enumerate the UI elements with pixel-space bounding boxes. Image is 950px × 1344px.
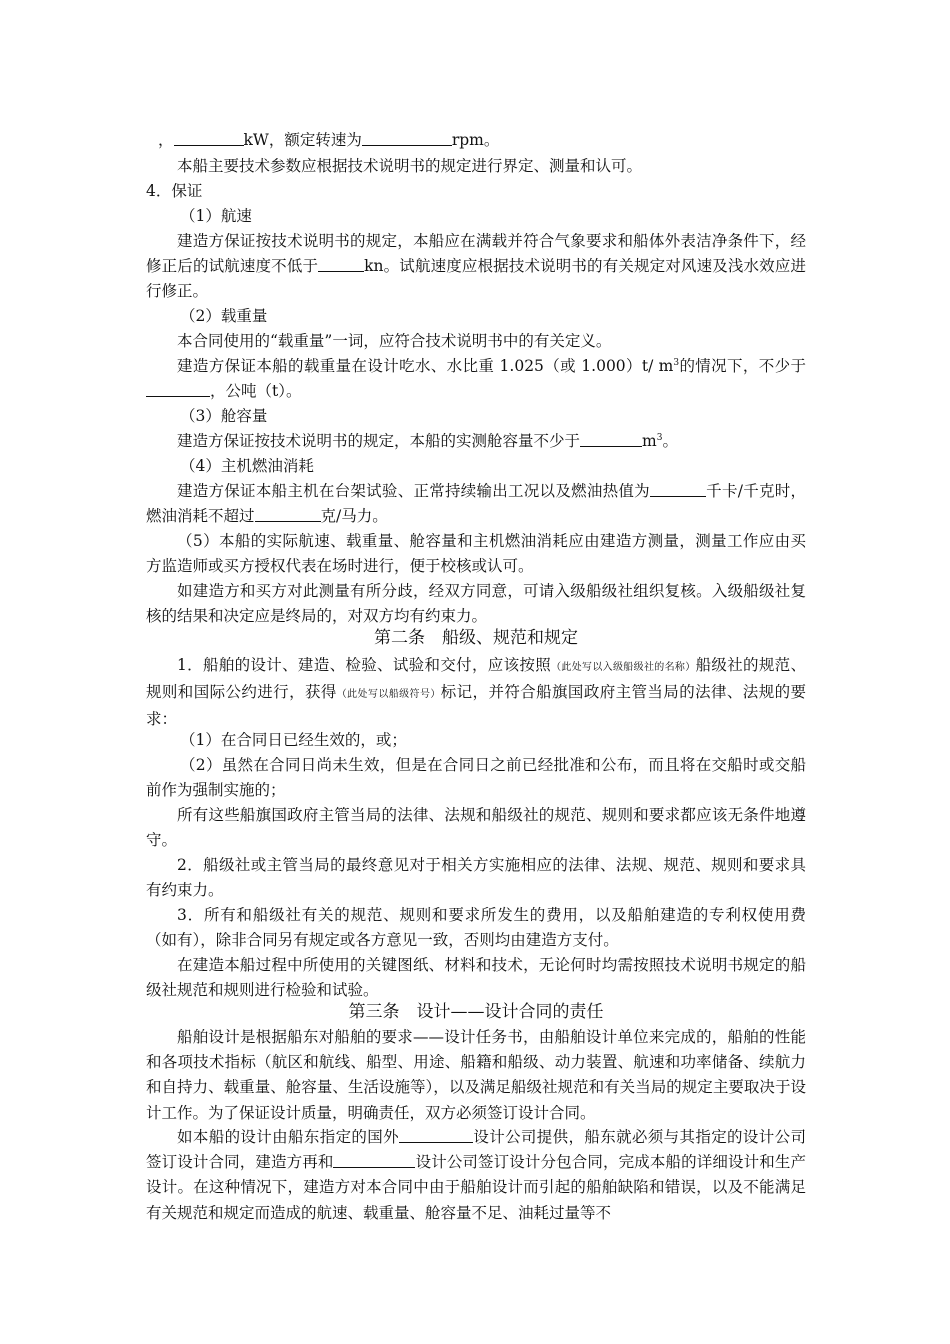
capacity-blank — [580, 432, 642, 447]
speed-subheading: （1）航速 — [180, 207, 252, 225]
design-contract-paragraph: 如本船的设计由船东指定的国外 设计公司提供，船东就必须与其指定的设计公司签订设计合同，建造方再和 设计公司签订设计分包合同，完成本船的详细设计和生产设计。在这种情况下，建造方对本合同中由于船舶设计而引起的船舶缺陷和错误，以及不能满足有关规范和规定而造成的航速、载重量、舱容量不足、油耗过量等不 — [146, 1128, 806, 1222]
fuel-paragraph: 建造方保证本船主机在台架试验、正常持续输出工况以及燃油热值为 千卡/千克时，燃油消耗不超过 克/马力。 — [146, 482, 806, 526]
deadweight-definition: 本合同使用的“载重量”一词，应符合技术说明书中的有关定义。 — [177, 332, 612, 350]
engine-power-line: ， kW，额定转速为 rpm。 — [158, 131, 500, 149]
measurement-paragraph: （5）本船的实际航速、载重量、舱容量和主机燃油消耗应由建造方测量，测量工作应由买方监造师或买方授权代表在场时进行，便于校核或认可。 — [146, 532, 806, 576]
not-yet-in-force-item: （2）虽然在合同日尚未生效，但是在合同日之前已经批准和公布，而且将在交船时或交船前作为强制实施的； — [146, 756, 806, 800]
speed-blank — [318, 257, 364, 272]
subcontract-design-company-blank — [333, 1153, 415, 1168]
heat-value-blank — [650, 482, 706, 497]
dispute-paragraph: 如建造方和买方对此测量有所分歧，经双方同意，可请入级船级社组织复核。入级船级社复核的结果和决定应是终局的，对双方均有约束力。 — [146, 582, 806, 626]
fees-paragraph: 3．所有和船级社有关的规范、规则和要求所发生的费用，以及船舶建造的专利权使用费（如有），除非合同另有规定或各方意见一致，否则均由建造方支付。 — [146, 906, 806, 950]
class-rules-paragraph: 1．船舶的设计、建造、检验、试验和交付，应该按照（此处写以入级船级社的名称）船级社的规范、规则和国际公约进行，获得（此处写以船级符号）标记，并符合船旗国政府主管当局的法律、法规的要求： — [146, 656, 806, 729]
design-paragraph: 船舶设计是根据船东对船舶的要求——设计任务书，由船舶设计单位来完成的，船舶的性能和各项技术指标（航区和航线、船型、用途、船籍和船级、动力装置、航速和功率储备、续航力和自持力、载重量、舱容量、生活设施等），以及满足船级社规范和有关当局的规定主要取决于设计工作。为了保证设计质量，明确责任，双方必须签订设计合同。 — [146, 1028, 806, 1122]
fuel-consumption-blank — [255, 507, 321, 522]
deadweight-paragraph: 建造方保证本船的载重量在设计吃水、水比重 1.025（或 1.000）t/ $m^3$的情况下，不少于，公吨（t）。 — [146, 354, 806, 404]
foreign-design-company-blank — [399, 1128, 473, 1143]
capacity-subheading: （3）舱容量 — [180, 407, 268, 425]
article-2-heading: 第二条 船级、规范和规定 — [374, 628, 578, 648]
deadweight-subheading: （2）载重量 — [180, 307, 268, 325]
rpm-blank — [362, 131, 452, 146]
capacity-paragraph: 建造方保证按技术说明书的规定，本船的实测舱容量不少于 $m^3$。 — [177, 432, 678, 450]
inspection-paragraph: 在建造本船过程中所使用的关键图纸、材料和技术，无论何时均需按照技术说明书规定的船级社规范和规则进行检验和试验。 — [146, 956, 806, 1000]
tech-params-paragraph: 本船主要技术参数应根据技术说明书的规定进行界定、测量和认可。 — [177, 157, 643, 175]
fuel-subheading: （4）主机燃油消耗 — [180, 457, 314, 475]
article-3-heading: 第三条 设计——设计合同的责任 — [348, 1002, 604, 1022]
speed-paragraph: 建造方保证按技术说明书的规定，本船应在满载并符合气象要求和船体外表洁净条件下，经修正后的试航速度不低于 kn。试航速度应根据技术说明书的有关规定对风速及浅水效应进行修正。 — [146, 232, 806, 301]
in-force-item: （1）在合同日已经生效的，或； — [180, 731, 407, 749]
power-blank — [174, 131, 244, 146]
binding-opinion-paragraph: 2．船级社或主管当局的最终意见对于相关方实施相应的法律、法规、规范、规则和要求具有约束力。 — [146, 856, 806, 900]
compliance-paragraph: 所有这些船旗国政府主管当局的法律、法规和船级社的规范、规则和要求都应该无条件地遵守。 — [146, 806, 806, 850]
deadweight-blank — [146, 382, 210, 397]
section-4-heading: 4．保证 — [146, 182, 203, 200]
